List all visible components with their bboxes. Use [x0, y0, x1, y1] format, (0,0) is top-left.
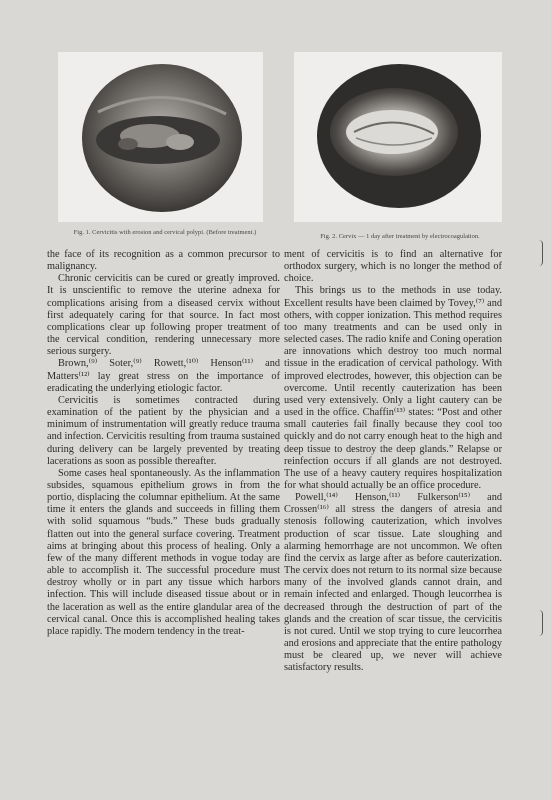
figure-2-caption: Fig. 2. Cervix — 1 day after treatment by electrocoagulation. — [320, 233, 480, 240]
paragraph: Cervicitis is sometimes contracted during examination of the patient by the physician and a minimum of instrumentation will greatly reduce trauma and infection. Cervicitis resulting from trauma sustained during delivery can be largely prevented by treating lacerations as soon as possible thereafter. — [47, 394, 280, 467]
cervix-post-treatment-image — [294, 52, 502, 222]
figure-1-caption: Fig. 1. Cervicitis with erosion and cervical polypi. (Before treatment.) — [73, 229, 257, 236]
figure-2-photo — [294, 52, 502, 222]
left-text-column — [47, 249, 280, 638]
paragraph: Some cases heal spontaneously. As the inflammation subsides, squamous epithelium grows in from the portio, displacing the columnar epithelium. At the same time it enters the glands and succeeds in filling them with solid squamous “buds.” These buds gradually flatten out into the general surface covering. Treatment aims at bringing about this process of healing. Only a few of the many different methods in vogue today are able to accomplish it. The successful procedure must destroy wholly or in part any tissue which harbors infection. This will include diseased tissue about or in the laceration as well as the entire glandular area of the cervical canal. Once this is accomplished healing takes place rapidly. The modern tendency in the treat- — [47, 467, 280, 637]
margin-bracket-mark — [538, 240, 543, 266]
paragraph: the face of its recognition as a common precursor to malignancy. — [47, 249, 280, 273]
paragraph: Chronic cervicitis can be cured or greatly improved. It is unscientific to remove the uterine adnexa for complications arising from a diseased cervix without first adequately caring for that source. In fact most complications clear up following proper treatment of the cervical condition, rendering unnecessary more serious surgery. — [47, 273, 280, 358]
right-text-column — [284, 249, 502, 674]
paragraph: Powell,⁽¹⁴⁾ Henson,⁽¹¹⁾ Fulkerson⁽¹⁵⁾ and Crossen⁽¹⁶⁾ all stress the dangers of atresia and stenosis following cauterization, which involves production of scar tissue. Late sloughing and alarming hemorrhage are not uncommon. We often find the cervix as large after as before cauterization. The cervix does not return to its normal size because many of the involved glands cannot drain, and remain infected and enlarged. Though leucorrhea is decreased through the destruction of part of the glands and the creation of scar tissue, the cervicitis is not cured. Until we stop trying to cure leucorrhea and erosions and appreciate that the entire pathology must be cleared up, we never will achieve satisfactory results. — [284, 492, 502, 674]
margin-bracket-mark — [538, 610, 543, 636]
paragraph: ment of cervicitis is to find an alternative for orthodox surgery, which is no longer the method of choice. — [284, 249, 502, 285]
figure-1-photo — [58, 52, 263, 222]
paragraph: Brown,⁽⁹⁾ Soter,⁽⁹⁾ Rowett,⁽¹⁰⁾ Henson⁽¹¹⁾ and Matters⁽¹²⁾ lay great stress on the importance of eradicating the underlying etiologic factor. — [47, 358, 280, 394]
paragraph: This brings us to the methods in use today. Excellent results have been claimed by Tovey,⁽⁷⁾ and others, with copper ionization. This method requires too many treatments and can be used only in selected cases. The radio knife and Coning operation are innovations which destroy too much normal tissue in the eradication of cervical pathology. With improved electrodes, however, this objection can be overcome. Until recently cauterization has been used very extensively. Only a light cautery can be used in the office. Chaffin⁽¹³⁾ states: “Post and other small cauteries fail finally because they cool too quickly and do not carry enough heat to the high and deep tissue to destroy the deep glands.” Relapse or reinfection occurs if all glands are not destroyed. The use of a heavy cautery requires hospitalization for what should actually be an office procedure. — [284, 285, 502, 491]
cervix-erosion-image — [58, 52, 263, 222]
